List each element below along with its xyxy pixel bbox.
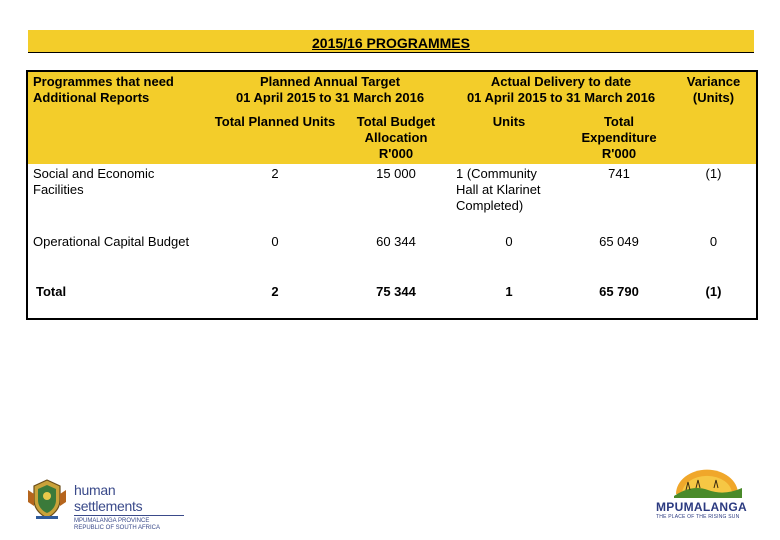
total-row — [27, 282, 757, 319]
logo-left-main: human settlements — [74, 482, 143, 514]
variance-cell: (1) — [705, 166, 722, 181]
programmes-table — [26, 70, 758, 320]
budget-cell: 60 344 — [376, 234, 416, 249]
total-label: Total — [36, 284, 67, 299]
total-actual-units: 1 — [505, 284, 513, 299]
header-planned-target: Planned Annual Target 01 April 2015 to 31 March 2016 — [209, 71, 451, 112]
mpumalanga-text — [656, 500, 766, 520]
human-settlements-logo — [24, 476, 184, 531]
actual-units-cell: 1 (Community Hall at Klarinet Completed) — [456, 166, 541, 213]
budget-cell: 15 000 — [376, 166, 416, 181]
header-total-expenditure: Total Expenditure R'000 — [567, 112, 671, 164]
human-settlements-text — [74, 482, 184, 532]
page-title-bar — [28, 30, 754, 53]
planned-units-cell: 2 — [271, 166, 279, 181]
total-planned-units: 2 — [271, 284, 279, 299]
header-total-planned-units: Total Planned Units — [209, 112, 341, 164]
header-variance: Variance (Units) — [671, 71, 757, 164]
logo-left-sub1: MPUMALANGA PROVINCE — [74, 518, 150, 524]
logo-right-main: MPUMALANGA — [656, 500, 747, 514]
total-expenditure: 65 790 — [599, 284, 639, 299]
header-programmes: Programmes that need Additional Reports — [27, 71, 209, 164]
programme-cell: Operational Capital Budget — [33, 234, 190, 249]
total-variance: (1) — [705, 284, 722, 299]
programme-cell: Social and Economic Facilities — [33, 166, 155, 197]
logo-right-sub: THE PLACE OF THE RISING SUN — [656, 514, 740, 520]
mpumalanga-logo — [652, 468, 762, 526]
expenditure-cell: 741 — [608, 166, 630, 181]
variance-cell: 0 — [709, 234, 718, 249]
rising-sun-icon — [652, 468, 762, 502]
header-units: Units — [451, 112, 567, 164]
header-total-budget: Total Budget Allocation R'000 — [341, 112, 451, 164]
header-actual-delivery: Actual Delivery to date 01 April 2015 to 31 March 2016 — [451, 71, 671, 112]
table-row — [27, 232, 757, 282]
actual-units-cell: 0 — [505, 234, 513, 249]
total-budget: 75 344 — [376, 284, 416, 299]
coat-of-arms-icon — [24, 476, 70, 522]
planned-units-cell: 0 — [271, 234, 279, 249]
expenditure-cell: 65 049 — [599, 234, 639, 249]
page-title: 2015/16 PROGRAMMES — [312, 35, 470, 51]
logo-left-sub2: REPUBLIC OF SOUTH AFRICA — [74, 525, 161, 531]
table-row — [27, 164, 757, 232]
